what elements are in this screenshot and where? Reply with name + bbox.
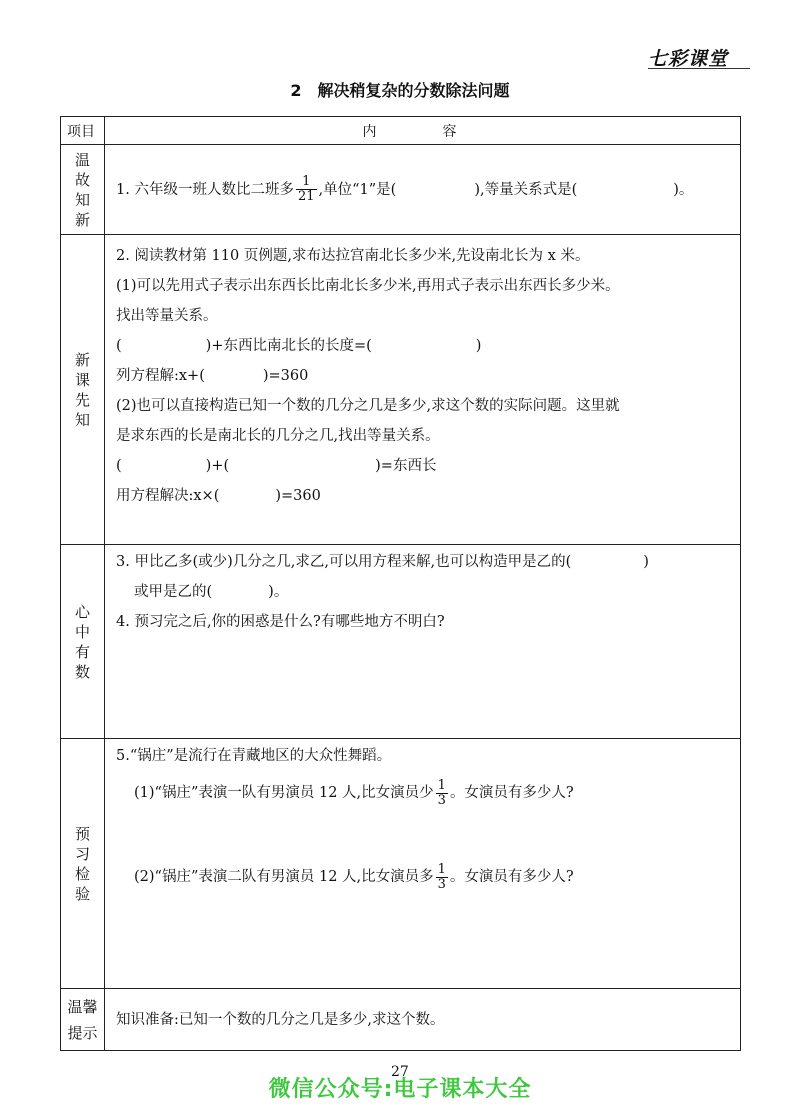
q2-equation-1: ( )+东西比南北长的长度=( ) (116, 338, 482, 354)
tip-text: 知识准备:已知一个数的几分之几是多少,求这个数。 (116, 1011, 445, 1028)
label-wengu: 温故知新 (74, 150, 90, 229)
question-5-2: (2)“锅庄”表演二队有男演员 12 人,比女演员多 $\frac{1}{3}$ 。女演员有多少人? (134, 861, 574, 892)
fraction-1-21: $\frac{1}{21}$ (297, 174, 315, 204)
worksheet-table (60, 116, 741, 1051)
row-xinke (61, 235, 741, 545)
row-tishi (61, 989, 741, 1051)
row-wengu (61, 145, 741, 235)
question-4: 4. 预习完之后,你的困惑是什么?有哪些地方不明白? (116, 614, 445, 630)
q2-equation-4: 用方程解决:x×( )=360 (116, 488, 321, 504)
page-title: 2 解决稍复杂的分数除法问题 (290, 81, 510, 100)
question-3: 3. 甲比乙多(或少)几分之几,求乙,可以用方程来解,也可以构造甲是乙的( ) (116, 554, 649, 570)
label-tishi-1: 温馨 (67, 997, 98, 1016)
question-2: 2. 阅读教材第 110 页例题,求布达拉宫南北长多少米,先设南北长为 x 米。 (116, 248, 590, 264)
fraction-1-3: $\frac{1}{3}$ (437, 861, 446, 892)
fraction-1-3: $\frac{1}{3}$ (437, 777, 446, 808)
q2-part1: (1)可以先用式子表示出东西长比南北长多少米,再用式子表示出东西长多少米。 (116, 278, 620, 294)
q2-part2: (2)也可以直接构造已知一个数的几分之几是多少,求这个数的实际问题。这里就 (116, 398, 620, 414)
page-number: 27 (391, 1064, 409, 1080)
q2-equation-3: ( )+( )=东西长 (116, 458, 437, 474)
q2-part2-cont: 是求东西的长是南北长的几分之几,找出等量关系。 (116, 428, 440, 444)
header-content: 内 容 (105, 117, 741, 145)
label-yuxi: 预习检验 (74, 824, 90, 903)
header-item: 项目 (61, 117, 105, 145)
publisher-logo: 七彩课堂 (648, 44, 750, 69)
question-3-cont: 或甲是乙的( )。 (134, 584, 289, 600)
q2-part1-cont: 找出等量关系。 (116, 308, 218, 324)
question-1: 1. 六年级一班人数比二班多 $\frac{1}{21}$ ,单位“1”是( ),等量关系式是( )。 (116, 174, 694, 204)
question-5: 5.“锅庄”是流行在青藏地区的大众性舞蹈。 (116, 748, 392, 764)
label-xinke: 新课先知 (74, 350, 90, 429)
table-header-row (61, 117, 741, 145)
row-xinzhong (61, 545, 741, 739)
q2-equation-2: 列方程解:x+( )=360 (116, 368, 309, 384)
row-yuxi (61, 739, 741, 989)
watermark: 微信公众号:电子课本大全 (268, 1077, 532, 1102)
question-5-1: (1)“锅庄”表演一队有男演员 12 人,比女演员少 $\frac{1}{3}$ 。女演员有多少人? (134, 777, 574, 808)
label-xinzhong: 心中有数 (74, 602, 90, 681)
label-tishi-2: 提示 (67, 1023, 98, 1042)
